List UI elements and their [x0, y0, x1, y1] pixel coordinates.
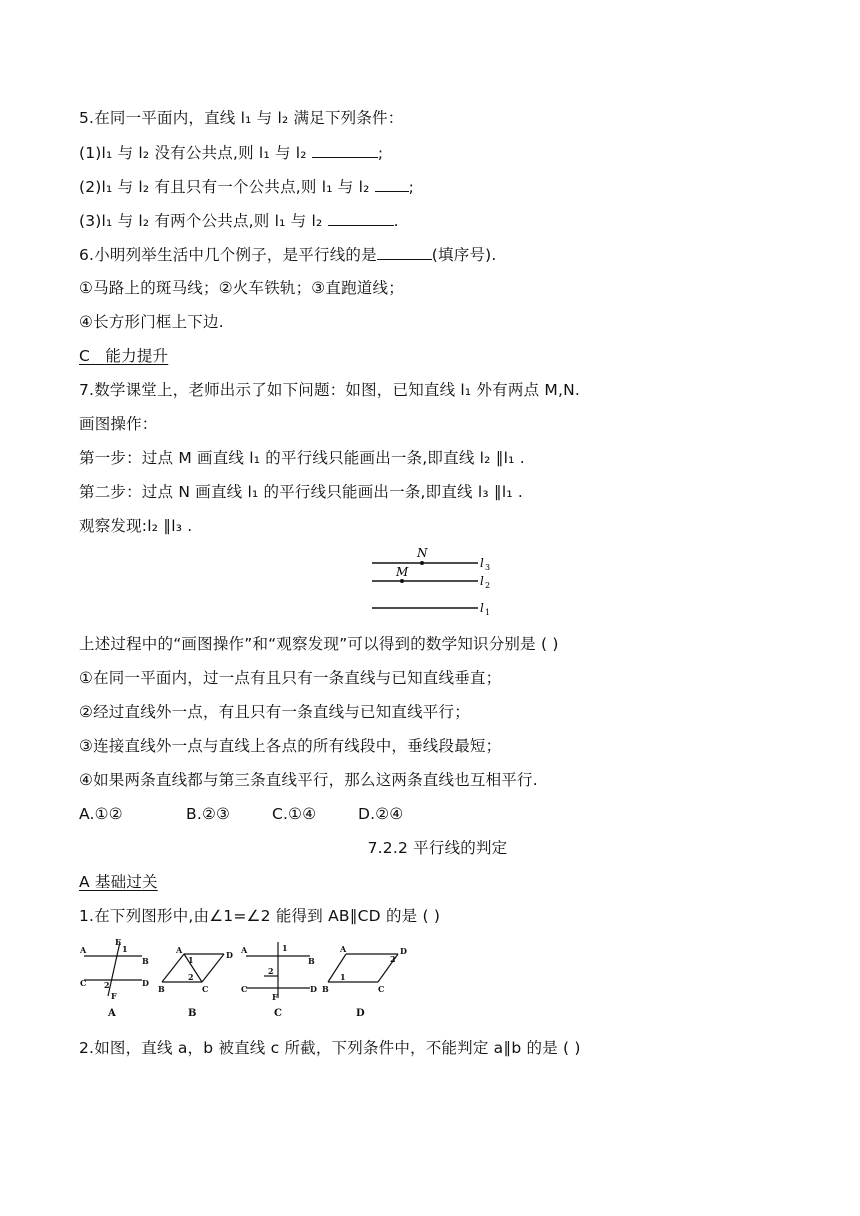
- q6-stem-post: (填序号).: [431, 246, 497, 264]
- svg-text:C: C: [80, 978, 87, 988]
- point-m-label: M: [396, 565, 409, 579]
- svg-text:F: F: [111, 991, 117, 1001]
- svg-text:1: 1: [188, 955, 194, 965]
- q6-stem-pre: 6.小明列举生活中几个例子，是平行线的是: [79, 246, 377, 264]
- figure-d: [322, 944, 407, 1019]
- section-c-title: 能力提升: [105, 347, 169, 365]
- figure-b: [158, 945, 233, 1019]
- q5-sub2-tail: ;: [408, 178, 415, 196]
- label-l2: l: [480, 574, 484, 588]
- q7-choices: [79, 804, 403, 824]
- figure-a: [79, 937, 149, 1019]
- q5-sub1: [79, 142, 383, 163]
- q7-question: 上述过程中的“画图操作”和“观察发现”可以得到的数学知识分别是 ( ): [79, 635, 559, 653]
- q5-sub2: [79, 176, 414, 197]
- parallel-lines-figure: [366, 544, 496, 618]
- q5-sub3: [79, 210, 399, 231]
- section-a-heading: A 基础过关: [79, 873, 158, 891]
- label-l1: l: [480, 601, 484, 615]
- q7-op-title: 画图操作：: [79, 415, 158, 433]
- q5-sub1-tail: ;: [377, 144, 384, 162]
- q6-stem: [79, 244, 497, 265]
- svg-text:D: D: [226, 950, 233, 960]
- answer-blank: [312, 142, 378, 158]
- q5-stem: 5.在同一平面内，直线 l₁ 与 l₂ 满足下列条件：: [79, 109, 404, 127]
- label-l1-sub: 1: [485, 608, 491, 617]
- label-l2-sub: 2: [485, 581, 491, 590]
- svg-text:B: B: [142, 956, 149, 966]
- figure-d-caption: D: [356, 1008, 365, 1019]
- choice-c: C.①④: [272, 805, 317, 823]
- q1-stem: 1.在下列图形中,由∠1=∠2 能得到 AB∥CD 的是 ( ): [79, 907, 441, 925]
- q7-step2: 第二步：过点 N 画直线 l₁ 的平行线只能画出一条,即直线 l₃ ∥l₁ .: [79, 483, 524, 501]
- svg-text:A: A: [340, 944, 347, 954]
- q7-opt2: ②经过直线外一点，有且只有一条直线与已知直线平行；: [79, 703, 470, 721]
- choice-d: D.②④: [358, 805, 404, 823]
- svg-text:2: 2: [104, 980, 110, 990]
- svg-text:B: B: [308, 956, 315, 966]
- svg-text:2: 2: [268, 966, 274, 976]
- svg-text:A: A: [241, 945, 248, 955]
- figure-c: [240, 942, 317, 1019]
- svg-text:2: 2: [188, 972, 194, 982]
- label-l3: l: [480, 556, 484, 570]
- q5-sub1-text: (1)l₁ 与 l₂ 没有公共点,则 l₁ 与 l₂: [79, 144, 312, 162]
- svg-text:D: D: [142, 978, 149, 988]
- section-c-heading: [79, 346, 168, 366]
- q7-opt1: ①在同一平面内，过一点有且只有一条直线与已知直线垂直；: [79, 669, 502, 687]
- label-l3-sub: 3: [485, 563, 491, 572]
- q6-line1: ①马路上的斑马线；②火车铁轨；③直跑道线；: [79, 279, 404, 297]
- svg-text:D: D: [310, 984, 317, 994]
- svg-text:F: F: [272, 992, 278, 1002]
- svg-text:C: C: [241, 984, 248, 994]
- q7-observe: 观察发现:l₂ ∥l₃ .: [79, 517, 193, 535]
- svg-text:B: B: [322, 984, 329, 994]
- choice-a: A.①②: [79, 805, 123, 823]
- figure-a-caption: A: [108, 1008, 116, 1019]
- q5-sub3-text: (3)l₁ 与 l₂ 有两个公共点,则 l₁ 与 l₂: [79, 212, 328, 230]
- svg-text:C: C: [378, 984, 385, 994]
- svg-text:1: 1: [340, 972, 346, 982]
- q7-stem: 7.数学课堂上，老师出示了如下问题：如图，已知直线 l₁ 外有两点 M,N.: [79, 381, 581, 399]
- svg-text:1: 1: [122, 944, 128, 954]
- svg-text:A: A: [176, 945, 183, 955]
- q7-opt4: ④如果两条直线都与第三条直线平行，那么这两条直线也互相平行.: [79, 771, 538, 789]
- q7-opt3: ③连接直线外一点与直线上各点的所有线段中，垂线段最短；: [79, 737, 502, 755]
- choice-b: B.②③: [186, 805, 231, 823]
- q5-sub3-tail: .: [393, 212, 399, 230]
- point-n-label: N: [417, 546, 428, 560]
- q7-step1: 第一步：过点 M 画直线 l₁ 的平行线只能画出一条,即直线 l₂ ∥l₁ .: [79, 449, 525, 467]
- q1-figures: [78, 936, 418, 1020]
- answer-blank: [375, 176, 409, 192]
- svg-text:2: 2: [390, 954, 396, 964]
- q5-sub2-text: (2)l₁ 与 l₂ 有且只有一个公共点,则 l₁ 与 l₂: [79, 178, 375, 196]
- figure-b-caption: B: [188, 1008, 197, 1019]
- answer-blank: [377, 244, 432, 260]
- point-n-dot: [420, 561, 424, 565]
- q6-line2: ④长方形门框上下边.: [79, 313, 224, 331]
- q2-stem: 2.如图，直线 a，b 被直线 c 所截，下列条件中，不能判定 a∥b 的是 ( ): [79, 1039, 581, 1057]
- svg-text:C: C: [202, 984, 209, 994]
- section-c-letter: C: [79, 347, 91, 365]
- point-m-dot: [400, 579, 404, 583]
- answer-blank: [328, 210, 394, 226]
- svg-text:1: 1: [282, 943, 288, 953]
- figure-c-caption: C: [274, 1008, 282, 1019]
- svg-text:A: A: [80, 945, 87, 955]
- svg-text:B: B: [158, 984, 165, 994]
- section-title: 7.2.2 平行线的判定: [367, 839, 508, 857]
- svg-text:D: D: [400, 946, 407, 956]
- svg-text:E: E: [115, 937, 122, 947]
